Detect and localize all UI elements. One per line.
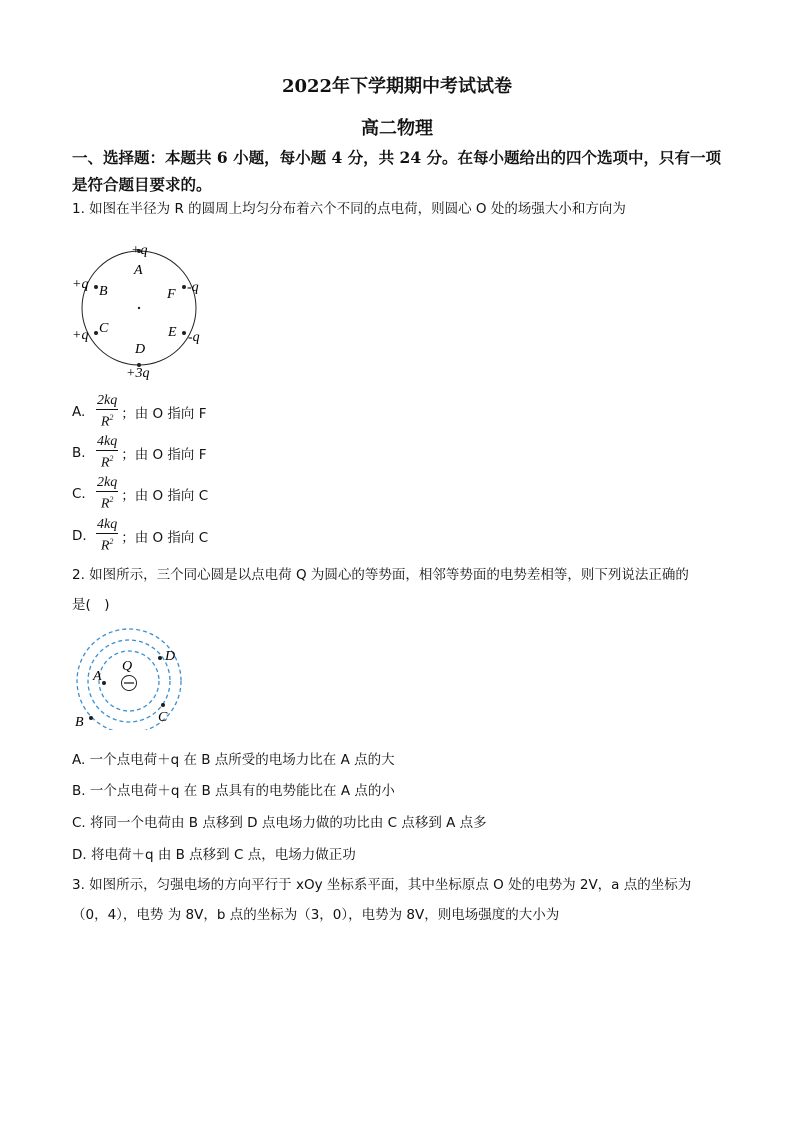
section-heading-line2: 是符合题目要求的。 bbox=[72, 175, 212, 194]
q1-option-b-letter: B. bbox=[72, 445, 86, 461]
question-2-stem-line1: 2. 如图所示，三个同心圆是以点电荷 Q 为圆心的等势面，相邻等势面的电势差相等，则下列说法正确的 bbox=[72, 567, 689, 583]
question-2-stem-line2: 是( ) bbox=[72, 597, 110, 613]
q2-concentric-figure bbox=[66, 624, 196, 730]
q2-label-C: C bbox=[158, 710, 168, 725]
q1-charge-E: -q bbox=[188, 330, 200, 345]
q1-label-E: E bbox=[168, 325, 177, 340]
q2-point-B bbox=[89, 716, 93, 720]
q1-option-d-letter: D. bbox=[72, 528, 87, 544]
q2-label-D: D bbox=[165, 649, 176, 664]
q1-point-C bbox=[94, 331, 98, 335]
exam-title: 2022年下学期期中考试试卷 bbox=[281, 76, 513, 97]
q1-option-d[interactable] bbox=[72, 514, 208, 558]
q2-option-c[interactable]: C. 将同一个电荷由 B 点移到 D 点电场力做的功比由 C 点移到 A 点多 bbox=[72, 815, 487, 831]
section-heading bbox=[72, 144, 732, 198]
q1-option-a[interactable] bbox=[72, 390, 206, 434]
section-heading-line1: 一、选择题：本题共 6 小题，每小题 4 分，共 24 分。在每小题给出的四个选项中，只有一项 bbox=[72, 148, 722, 167]
q1-option-b[interactable] bbox=[72, 431, 206, 475]
q1-option-a-letter: A. bbox=[72, 404, 86, 420]
q1-charge-C: +q bbox=[72, 328, 89, 343]
question-1-stem: 1. 如图在半径为 R 的圆周上均匀分布着六个不同的点电荷，则圆心 O 处的场强大小和方向为 bbox=[72, 201, 626, 217]
subject-title: 高二物理 bbox=[361, 118, 433, 139]
q2-point-C bbox=[161, 703, 165, 707]
q1-option-c[interactable] bbox=[72, 472, 208, 516]
q1-label-F: F bbox=[167, 287, 176, 302]
q1-point-E bbox=[182, 331, 186, 335]
q1-option-c-letter: C. bbox=[72, 486, 86, 502]
q1-option-c-text: ；由 O 指向 C bbox=[121, 488, 209, 504]
q1-center-O bbox=[138, 307, 140, 309]
q2-label-B: B bbox=[75, 715, 84, 730]
q1-label-C: C bbox=[99, 321, 109, 336]
q1-label-A: A bbox=[134, 263, 143, 278]
q1-charge-F: -q bbox=[187, 280, 199, 295]
question-3-stem bbox=[72, 870, 732, 930]
q1-label-D: D bbox=[135, 342, 146, 357]
q1-option-d-fraction: $\frac{4kq}{R^2}$ bbox=[97, 517, 118, 554]
q1-charge-A: +q bbox=[131, 243, 148, 258]
question-3-stem-line1: 3. 如图所示，匀强电场的方向平行于 xOy 坐标系平面，其中坐标原点 O 处的电势为 2V，a 点的坐标为 bbox=[72, 877, 692, 893]
q1-label-B: B bbox=[99, 284, 108, 299]
q2-point-D bbox=[158, 656, 162, 660]
q1-option-a-text: ；由 O 指向 F bbox=[121, 406, 207, 422]
q2-option-b[interactable]: B. 一个点电荷＋q 在 B 点具有的电势能比在 A 点的小 bbox=[72, 783, 395, 799]
q2-option-d[interactable]: D. 将电荷＋q 由 B 点移到 C 点，电场力做正功 bbox=[72, 847, 356, 863]
q1-option-c-fraction: $\frac{2kq}{R^2}$ bbox=[97, 475, 118, 512]
q2-label-A: A bbox=[93, 669, 102, 684]
q1-point-F bbox=[182, 285, 186, 289]
question-3-stem-line2: （0，4），电势 为 8V，b 点的坐标为（3，0），电势为 8V，则电场强度的大小为 bbox=[72, 907, 560, 923]
q1-charge-B: +q bbox=[72, 277, 89, 292]
q1-option-d-text: ；由 O 指向 C bbox=[121, 530, 209, 546]
q1-option-b-fraction: $\frac{4kq}{R^2}$ bbox=[97, 434, 118, 471]
q1-circle-figure bbox=[60, 236, 230, 386]
q2-point-A bbox=[102, 681, 106, 685]
q1-option-a-fraction: $\frac{2kq}{R^2}$ bbox=[97, 393, 118, 430]
question-2-stem bbox=[72, 560, 732, 620]
q2-option-a[interactable]: A. 一个点电荷＋q 在 B 点所受的电场力比在 A 点的大 bbox=[72, 752, 395, 768]
q1-option-b-text: ；由 O 指向 F bbox=[121, 447, 207, 463]
q1-charge-D: +3q bbox=[126, 366, 150, 381]
q1-point-B bbox=[94, 285, 98, 289]
q2-label-Q: Q bbox=[122, 659, 133, 674]
